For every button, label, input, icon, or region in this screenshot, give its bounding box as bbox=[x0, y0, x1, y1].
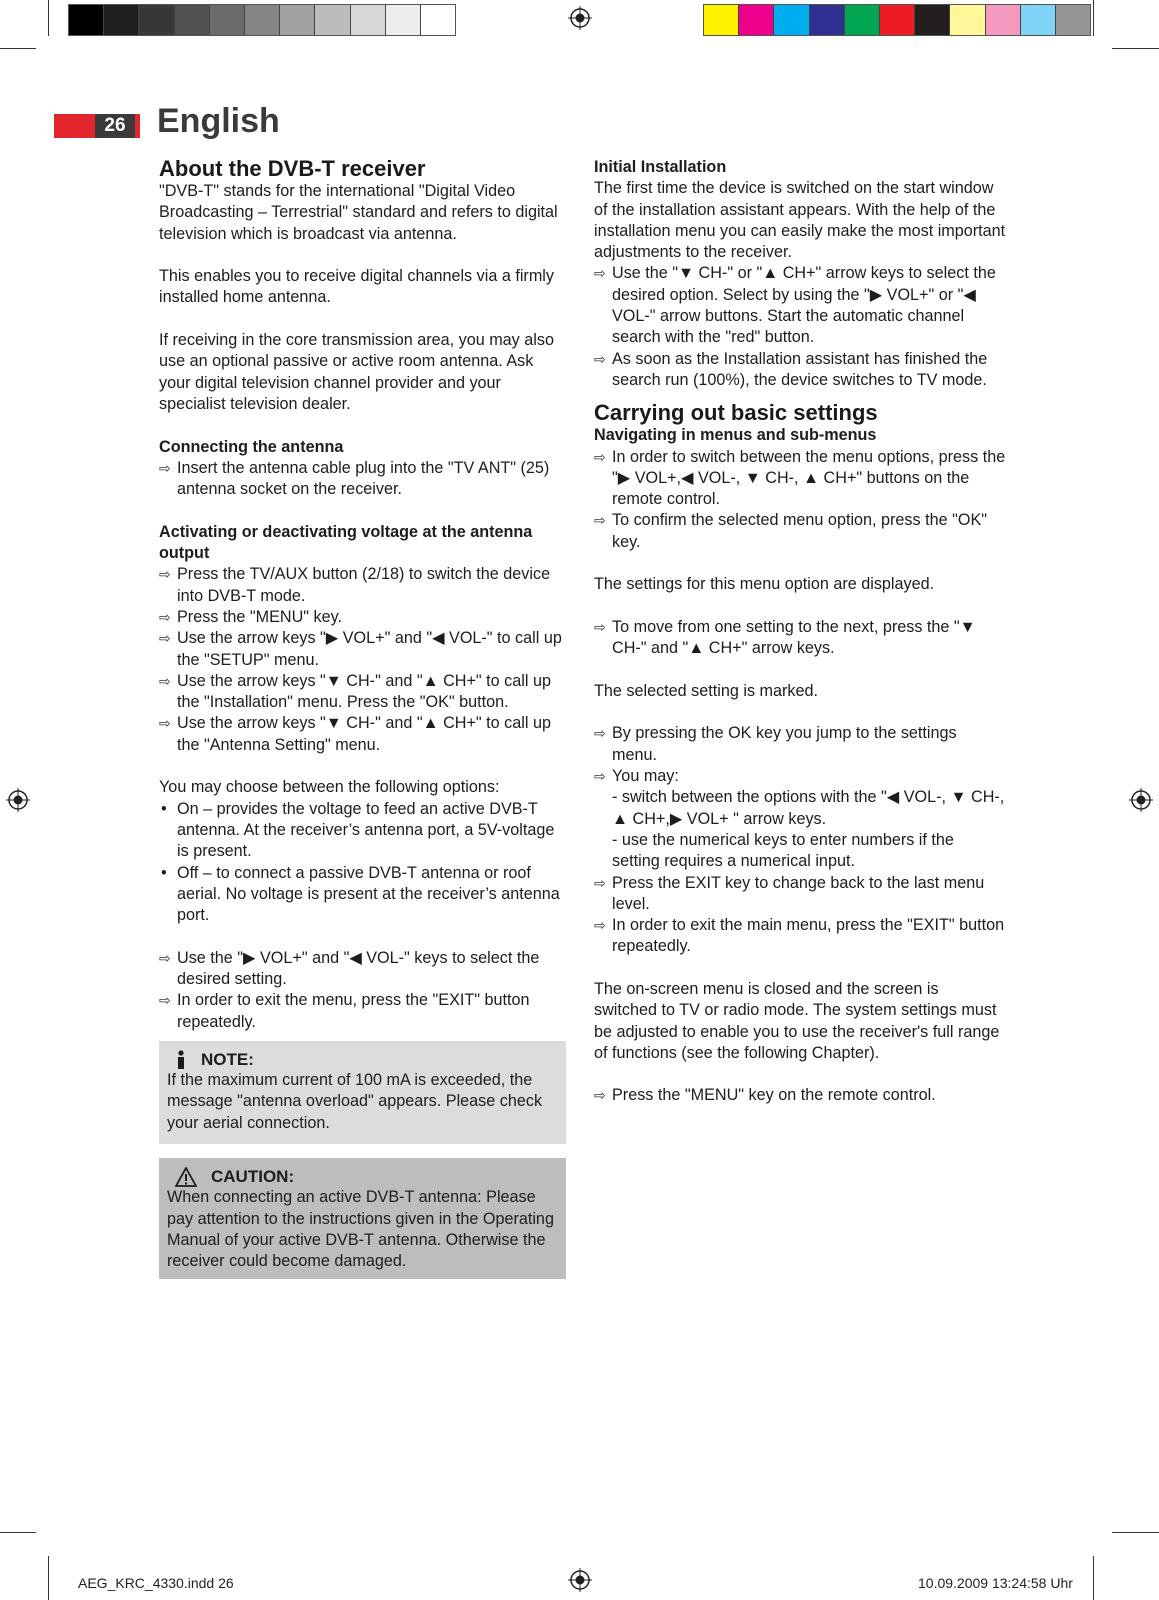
instruction-step: ⇨ In order to exit the menu, press the "EXIT" button repeatedly. bbox=[159, 991, 530, 1031]
caution-text: When connecting an active DVB-T antenna: Please pay attention to the instructions given in the Operating Manual of your active DVB-T antenna. Otherwise the receiver could become damaged. bbox=[167, 1188, 554, 1271]
paragraph: You may choose between the following options: bbox=[159, 778, 500, 797]
instruction-step: ⇨ As soon as the Installation assistant has finished the search run (100%), the device switches to TV mode. bbox=[594, 349, 988, 389]
registration-mark-icon bbox=[568, 6, 592, 30]
note-text: If the maximum current of 100 mA is exceeded, the message "antenna overload" appears. Please check your aerial connection. bbox=[167, 1071, 543, 1132]
caution-header bbox=[167, 1166, 558, 1187]
color-swatch bbox=[774, 5, 809, 35]
instruction-step: ⇨ Insert the antenna cable plug into the "TV ANT" (25) antenna socket on the receiver. bbox=[159, 458, 550, 499]
instruction-step: ⇨ Use the arrow keys "▼ CH-" and "▲ CH+" to call up the "Antenna Setting" menu. bbox=[159, 714, 551, 754]
list-item: • On – provides the voltage to feed an active DVB-T antenna. At the receiver’s antenna port, a 5V-voltage is present. bbox=[161, 799, 555, 861]
color-swatch bbox=[69, 5, 104, 35]
caution-box bbox=[159, 1158, 566, 1278]
subsection-title: Activating or deactivating voltage at the antenna output bbox=[159, 522, 533, 563]
instruction-step: ⇨ Press the "MENU" key on the remote control. bbox=[594, 1085, 1006, 1106]
color-swatch bbox=[175, 5, 210, 35]
color-swatch bbox=[880, 5, 915, 35]
instruction-step: ⇨ To move from one setting to the next, press the "▼ CH-" and "▲ CH+" arrow keys. bbox=[594, 617, 976, 658]
subsection-title: Connecting the antenna bbox=[159, 437, 344, 456]
color-swatch bbox=[386, 5, 421, 35]
instruction-step: ⇨ Press the TV/AUX button (2/18) to switch the device into DVB-T mode. bbox=[159, 565, 551, 605]
paragraph: If receiving in the core transmission area, you may also use an optional passive or active room antenna. Ask your digital television channel provider and your specialist television dealer. bbox=[159, 331, 554, 413]
section-title: About the DVB-T receiver bbox=[159, 156, 426, 181]
paragraph: The first time the device is switched on the start window of the installation assistant appears. With the help of the installation menu you can easily make the most important adjustments to the receiver. bbox=[594, 179, 1006, 262]
color-swatch bbox=[351, 5, 386, 35]
arrow-right-icon: ⇨ bbox=[159, 608, 171, 625]
instruction-step: ⇨ Use the "▼ CH-" or "▲ CH+" arrow keys to select the desired option. Select by using the "▶ VOL+" or "◀ VOL-" arrow buttons. Start the automatic channel search with the "red" button. bbox=[594, 264, 996, 347]
note-box bbox=[159, 1041, 566, 1144]
instruction-step: ⇨ Use the arrow keys "▶ VOL+" and "◀ VOL-" to call up the "SETUP" menu. bbox=[159, 629, 562, 669]
arrow-right-icon: ⇨ bbox=[159, 949, 171, 966]
section-title: Carrying out basic settings bbox=[594, 400, 878, 426]
arrow-right-icon: ⇨ bbox=[159, 992, 171, 1009]
subsection-title: Navigating in menus and sub-menus bbox=[594, 426, 877, 445]
color-swatch bbox=[810, 5, 845, 35]
color-swatch bbox=[915, 5, 950, 35]
instruction-step: ⇨ In order to switch between the menu options, press the "▶ VOL+,◀ VOL-, ▼ CH-, ▲ CH+" buttons on the remote control. bbox=[594, 447, 1006, 509]
instruction-step: ⇨ By pressing the OK key you jump to the settings menu. bbox=[594, 724, 957, 764]
left-column bbox=[159, 157, 566, 1279]
arrow-right-icon: ⇨ bbox=[159, 715, 171, 732]
arrow-right-icon: ⇨ bbox=[594, 618, 606, 635]
paragraph: "DVB-T" stands for the international "Digital Video Broadcasting – Terrestrial" standard and refers to digital television which is broadcast via antenna. bbox=[159, 182, 558, 243]
instruction-step: ⇨ Press the EXIT key to change back to the last menu level. bbox=[594, 873, 985, 913]
color-swatch bbox=[421, 5, 455, 35]
language-title: English bbox=[157, 102, 280, 140]
arrow-right-icon: ⇨ bbox=[594, 265, 606, 282]
crop-mark bbox=[1112, 48, 1159, 49]
crop-mark bbox=[1093, 1556, 1094, 1600]
arrow-right-icon: ⇨ bbox=[159, 566, 171, 583]
instruction-step: ⇨ You may: bbox=[594, 766, 1006, 787]
arrow-right-icon: ⇨ bbox=[594, 768, 606, 785]
instruction-step: ⇨ Use the arrow keys "▼ CH-" and "▲ CH+" to call up the "Installation" menu. Press the "OK" button. bbox=[159, 671, 551, 712]
footer-timestamp: 10.09.2009 13:24:58 Uhr bbox=[918, 1575, 1073, 1591]
color-swatch bbox=[704, 5, 739, 35]
arrow-right-icon: ⇨ bbox=[159, 459, 171, 476]
arrow-right-icon: ⇨ bbox=[594, 350, 606, 367]
color-swatch bbox=[245, 5, 280, 35]
paragraph: The selected setting is marked. bbox=[594, 681, 819, 700]
color-swatch bbox=[139, 5, 174, 35]
instruction-step: ⇨ In order to exit the main menu, press the "EXIT" button repeatedly. bbox=[594, 916, 1005, 956]
color-swatch bbox=[845, 5, 880, 35]
arrow-right-icon: ⇨ bbox=[159, 672, 171, 689]
arrow-right-icon: ⇨ bbox=[594, 512, 606, 529]
color-swatch bbox=[315, 5, 350, 35]
color-swatch bbox=[950, 5, 985, 35]
caution-title: CAUTION: bbox=[211, 1167, 295, 1187]
color-swatch bbox=[1056, 5, 1090, 35]
subsection-title: Initial Installation bbox=[594, 158, 727, 176]
color-calibration-bar bbox=[703, 4, 1091, 36]
paragraph: The settings for this menu option are displayed. bbox=[594, 575, 935, 594]
right-column bbox=[594, 157, 1006, 1107]
paragraph: The on-screen menu is closed and the screen is switched to TV or radio mode. The system settings must be adjusted to enable you to use the receiver's full range of functions (see the following Chapter). bbox=[594, 979, 1000, 1062]
sub-item: - switch between the options with the "◀ VOL-, ▼ CH-, ▲ CH+,▶ VOL+ " arrow keys. bbox=[612, 788, 1005, 828]
paragraph: This enables you to receive digital channels via a firmly installed home antenna. bbox=[159, 267, 554, 307]
registration-mark-icon bbox=[568, 1568, 592, 1592]
grayscale-calibration-bar bbox=[68, 4, 456, 36]
note-title: NOTE: bbox=[201, 1049, 254, 1069]
color-swatch bbox=[210, 5, 245, 35]
color-swatch bbox=[1021, 5, 1056, 35]
note-header bbox=[167, 1049, 558, 1070]
sub-item: - use the numerical keys to enter numbers if the setting requires a numerical input. bbox=[612, 830, 954, 871]
crop-mark bbox=[1093, 0, 1094, 36]
instruction-step: ⇨ Use the "▶ VOL+" and "◀ VOL-" keys to select the desired setting. bbox=[159, 948, 540, 988]
crop-mark bbox=[0, 1532, 36, 1533]
arrow-right-icon: ⇨ bbox=[594, 1087, 606, 1104]
crop-mark bbox=[48, 1556, 49, 1600]
arrow-right-icon: ⇨ bbox=[594, 917, 606, 934]
arrow-right-icon: ⇨ bbox=[594, 874, 606, 891]
crop-mark bbox=[0, 48, 36, 49]
list-item: • Off – to connect a passive DVB-T antenna or roof aerial. No voltage is present at the receiver’s antenna port. bbox=[161, 863, 560, 925]
instruction-step: ⇨ Press the "MENU" key. bbox=[159, 607, 566, 628]
crop-mark bbox=[48, 0, 49, 36]
info-icon bbox=[175, 1050, 187, 1070]
color-swatch bbox=[280, 5, 315, 35]
arrow-right-icon: ⇨ bbox=[159, 630, 171, 647]
crop-mark bbox=[1112, 1532, 1159, 1533]
color-swatch bbox=[104, 5, 139, 35]
registration-mark-icon bbox=[1129, 788, 1153, 812]
warning-triangle-icon bbox=[175, 1167, 197, 1187]
arrow-right-icon: ⇨ bbox=[594, 448, 606, 465]
page-number: 26 bbox=[95, 114, 135, 138]
footer-filename: AEG_KRC_4330.indd 26 bbox=[78, 1575, 234, 1591]
registration-mark-icon bbox=[6, 788, 30, 812]
color-swatch bbox=[986, 5, 1021, 35]
instruction-step: ⇨ To confirm the selected menu option, press the "OK" key. bbox=[594, 511, 987, 551]
color-swatch bbox=[739, 5, 774, 35]
arrow-right-icon: ⇨ bbox=[594, 725, 606, 742]
